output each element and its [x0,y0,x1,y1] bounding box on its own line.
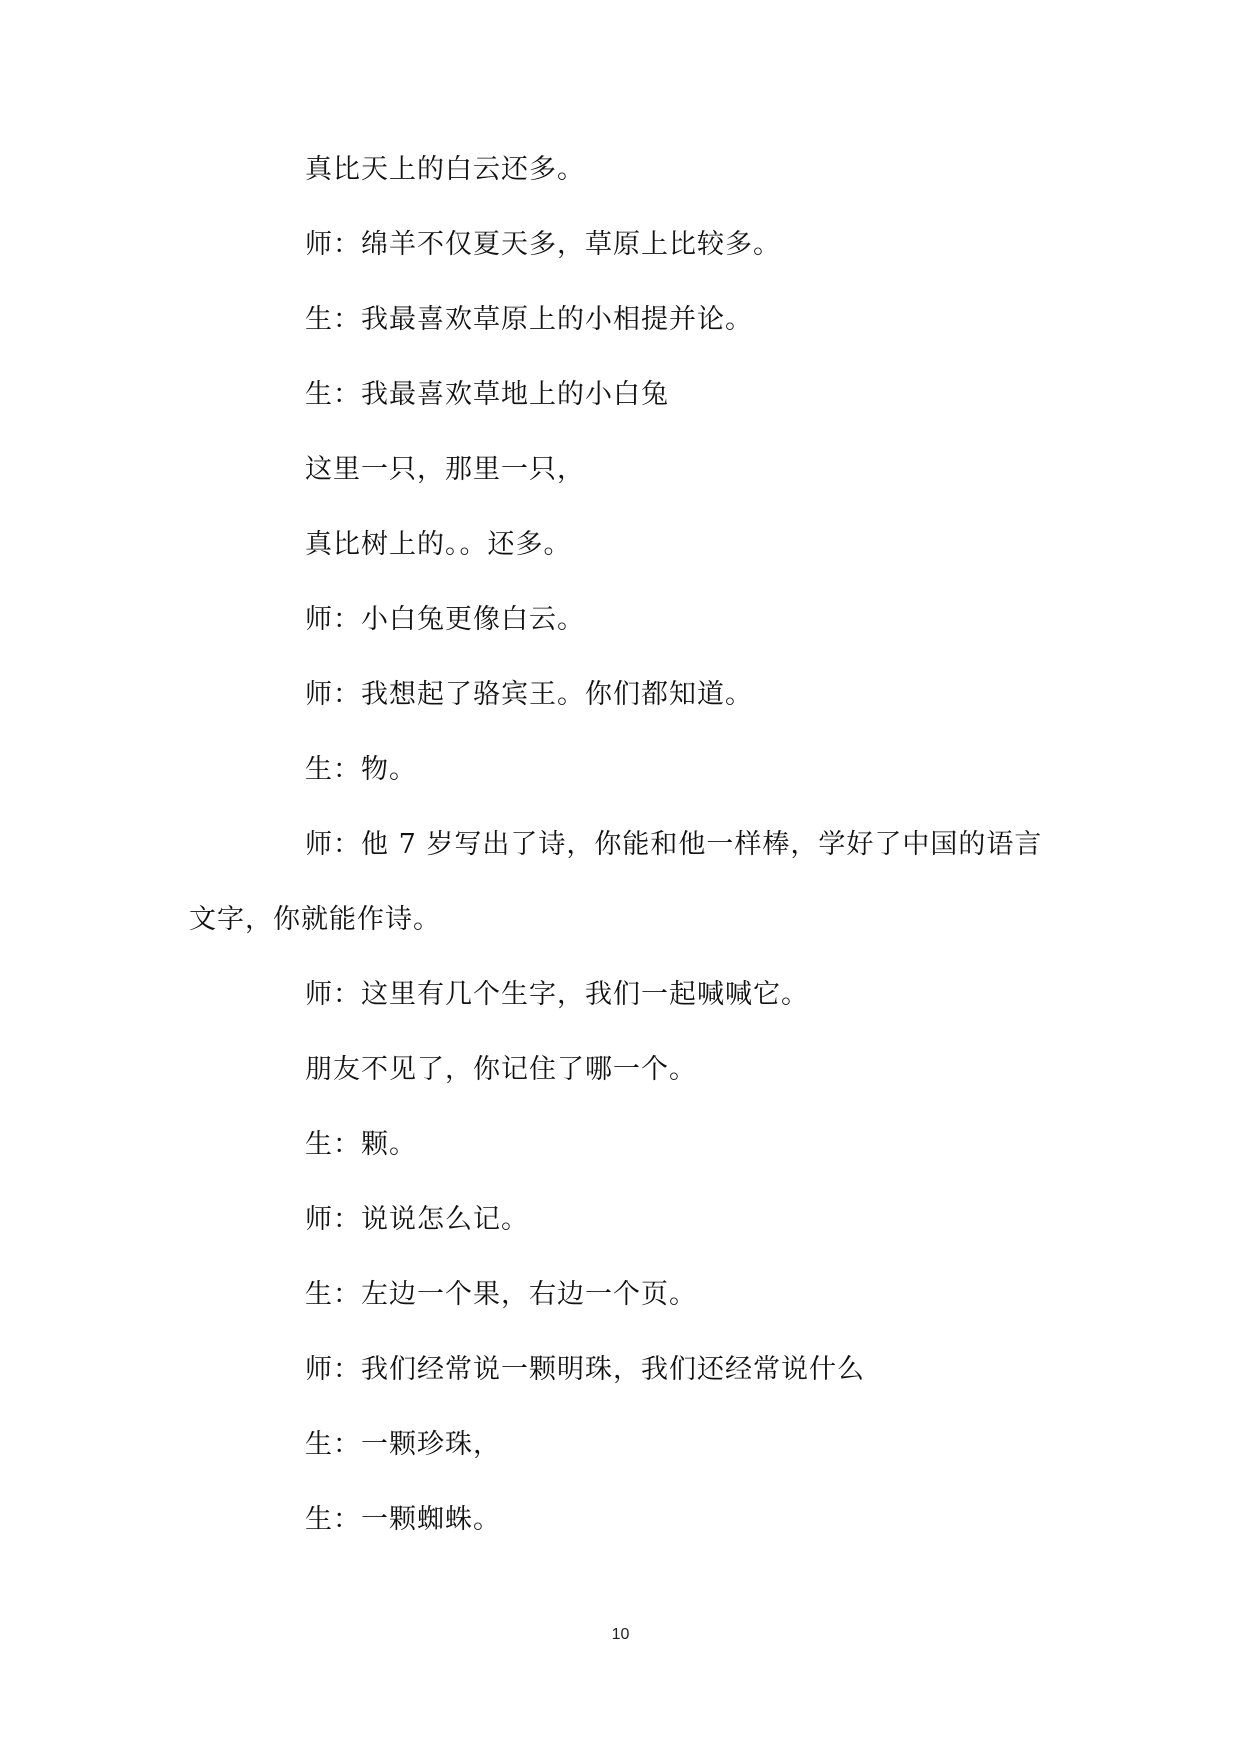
paragraph: 生：左边一个果，右边一个页。 [305,1279,697,1310]
paragraph: 生：我最喜欢草原上的小相提并论。 [305,304,753,335]
paragraph: 师：绵羊不仅夏天多，草原上比较多。 [305,229,781,260]
paragraph: 师：说说怎么记。 [305,1204,529,1235]
paragraph: 生：物。 [305,754,417,785]
paragraph: 这里一只，那里一只， [305,454,585,485]
paragraph: 生：颗。 [305,1129,417,1160]
page-number: 10 [611,1626,630,1643]
paragraph: 师：小白兔更像白云。 [305,604,585,635]
paragraph: 师：我想起了骆宾王。你们都知道。 [305,679,753,710]
paragraph-continuation: 文字，你就能作诗。 [189,904,441,935]
paragraph: 生：一颗珍珠， [305,1429,501,1460]
paragraph: 朋友不见了，你记住了哪一个。 [305,1054,697,1085]
paragraph: 生：我最喜欢草地上的小白兔 [305,379,669,410]
paragraph: 生：一颗蜘蛛。 [305,1504,501,1535]
paragraph: 真比树上的。。还多。 [305,529,572,560]
paragraph: 师：我们经常说一颗明珠，我们还经常说什么 [305,1354,865,1385]
paragraph: 师：这里有几个生字，我们一起喊喊它。 [305,979,809,1010]
paragraph: 真比天上的白云还多。 [305,154,585,185]
paragraph: 师：他 7 岁写出了诗，你能和他一样棒，学好了中国的语言 [305,829,1043,860]
